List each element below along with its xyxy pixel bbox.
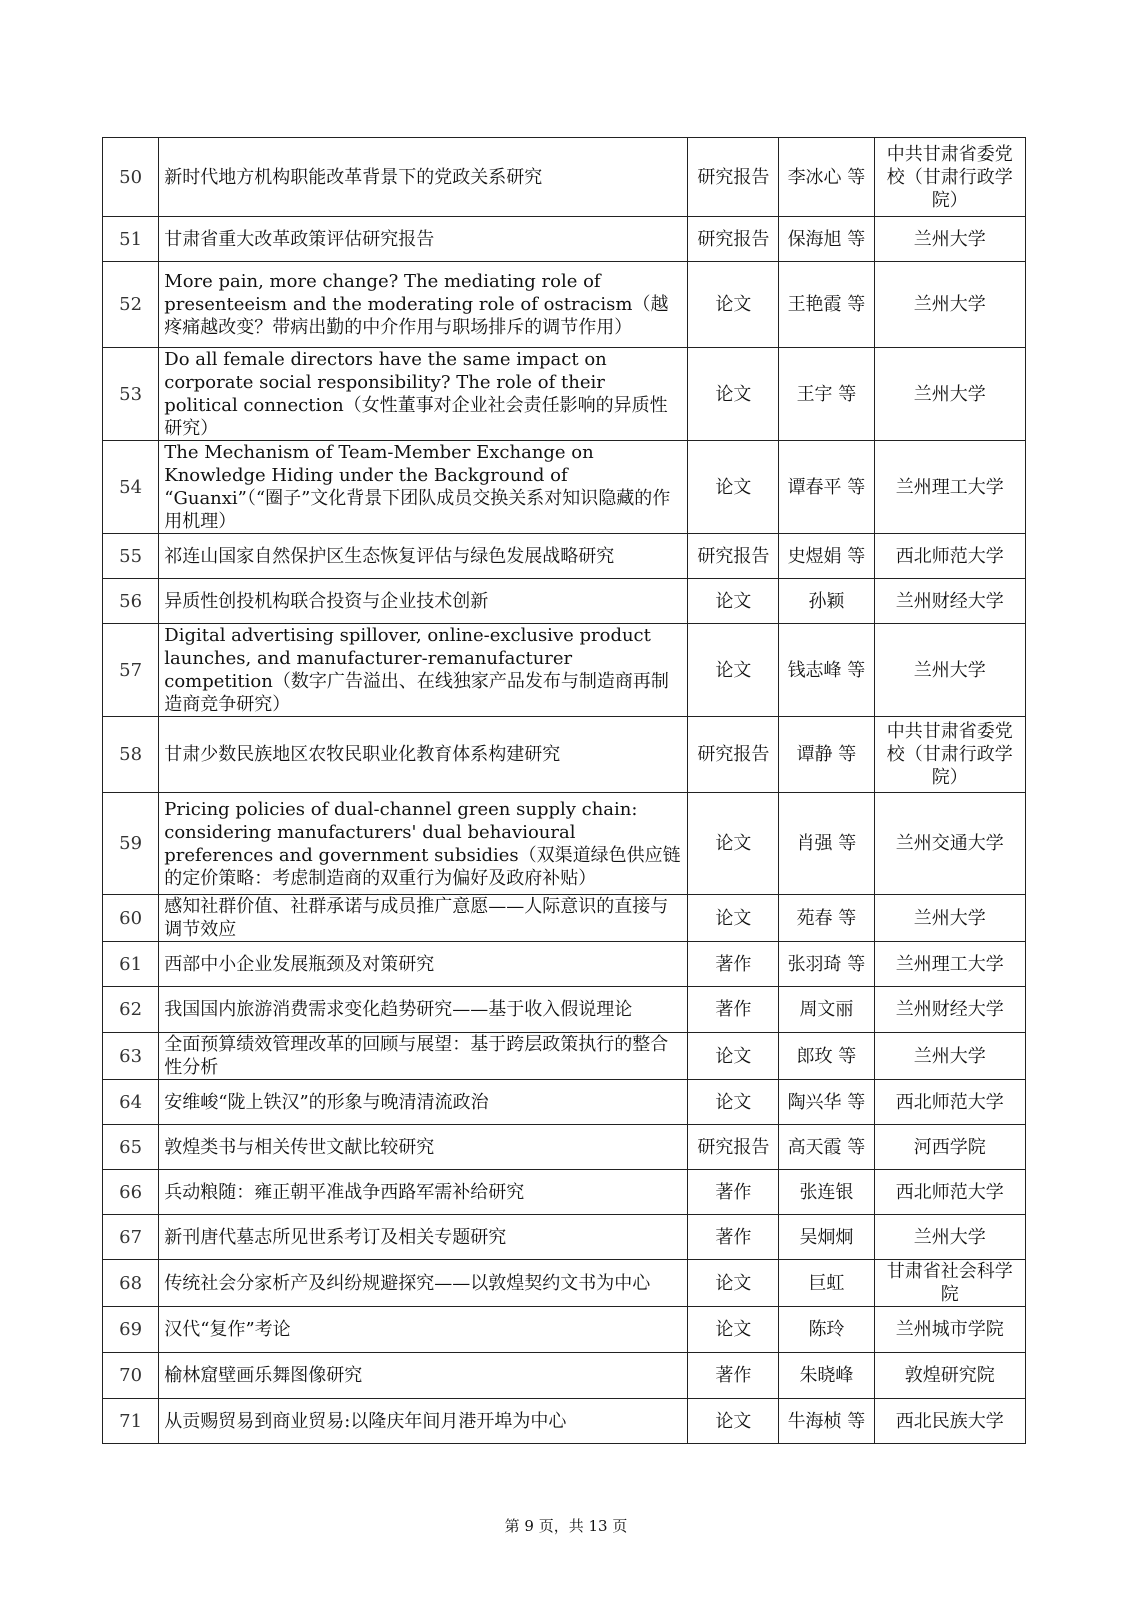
table-row bbox=[103, 1033, 1026, 1080]
work-author: 周文丽 bbox=[779, 987, 874, 1033]
row-number: 64 bbox=[103, 1080, 159, 1125]
table-row bbox=[103, 942, 1026, 987]
table-row bbox=[103, 1260, 1026, 1307]
work-title: Do all female directors have the same impact on corporate social responsibility? The role of their political connection（女性董事对企业社会责任影响的异质性研究） bbox=[159, 348, 688, 441]
work-author: 孙颖 bbox=[779, 579, 874, 624]
row-number: 51 bbox=[103, 217, 159, 262]
work-type: 论文 bbox=[688, 1307, 779, 1353]
work-title: The Mechanism of Team-Member Exchange on Knowledge Hiding under the Background of “Guanxi”（“圈子”文化背景下团队成员交换关系对知识隐藏的作用机理） bbox=[159, 441, 688, 534]
work-author: 牛海桢 等 bbox=[779, 1399, 874, 1444]
work-unit: 西北师范大学 bbox=[874, 1080, 1025, 1125]
work-author: 谭静 等 bbox=[779, 717, 874, 793]
work-title: Digital advertising spillover, online-exclusive product launches, and manufacturer-remanufacturer competition（数字广告溢出、在线独家产品发布与制造商再制造商竞争研究） bbox=[159, 624, 688, 717]
work-unit: 兰州大学 bbox=[874, 217, 1025, 262]
table-row bbox=[103, 1080, 1026, 1125]
work-type: 论文 bbox=[688, 1260, 779, 1307]
row-number: 58 bbox=[103, 717, 159, 793]
work-unit: 兰州大学 bbox=[874, 1215, 1025, 1260]
work-author: 张连银 bbox=[779, 1170, 874, 1215]
work-title: 西部中小企业发展瓶颈及对策研究 bbox=[159, 942, 688, 987]
work-author: 朱晓峰 bbox=[779, 1353, 874, 1399]
table-row bbox=[103, 1125, 1026, 1170]
work-type: 研究报告 bbox=[688, 717, 779, 793]
work-type: 论文 bbox=[688, 793, 779, 895]
page-footer: 第 9 页，共 13 页 bbox=[504, 1517, 628, 1535]
table-row bbox=[103, 717, 1026, 793]
work-type: 研究报告 bbox=[688, 217, 779, 262]
work-title: 安维峻“陇上铁汉”的形象与晚清清流政治 bbox=[159, 1080, 688, 1125]
work-title: 我国国内旅游消费需求变化趋势研究——基于收入假说理论 bbox=[159, 987, 688, 1033]
row-number: 57 bbox=[103, 624, 159, 717]
work-author: 钱志峰 等 bbox=[779, 624, 874, 717]
work-unit: 中共甘肃省委党校（甘肃行政学院） bbox=[874, 138, 1025, 217]
table-row bbox=[103, 217, 1026, 262]
work-unit: 兰州大学 bbox=[874, 1033, 1025, 1080]
work-unit: 兰州城市学院 bbox=[874, 1307, 1025, 1353]
row-number: 71 bbox=[103, 1399, 159, 1444]
row-number: 53 bbox=[103, 348, 159, 441]
work-title: 敦煌类书与相关传世文献比较研究 bbox=[159, 1125, 688, 1170]
work-type: 论文 bbox=[688, 1399, 779, 1444]
table-row bbox=[103, 1307, 1026, 1353]
row-number: 55 bbox=[103, 534, 159, 579]
table-row bbox=[103, 534, 1026, 579]
work-author: 苑春 等 bbox=[779, 895, 874, 942]
row-number: 69 bbox=[103, 1307, 159, 1353]
work-type: 研究报告 bbox=[688, 534, 779, 579]
work-type: 著作 bbox=[688, 1353, 779, 1399]
work-title: 新时代地方机构职能改革背景下的党政关系研究 bbox=[159, 138, 688, 217]
row-number: 66 bbox=[103, 1170, 159, 1215]
table-row bbox=[103, 987, 1026, 1033]
work-type: 著作 bbox=[688, 942, 779, 987]
work-unit: 河西学院 bbox=[874, 1125, 1025, 1170]
work-title: 甘肃省重大改革政策评估研究报告 bbox=[159, 217, 688, 262]
work-unit: 兰州理工大学 bbox=[874, 942, 1025, 987]
table-row bbox=[103, 1170, 1026, 1215]
work-author: 谭春平 等 bbox=[779, 441, 874, 534]
work-type: 著作 bbox=[688, 1215, 779, 1260]
work-author: 史煜娟 等 bbox=[779, 534, 874, 579]
row-number: 54 bbox=[103, 441, 159, 534]
row-number: 65 bbox=[103, 1125, 159, 1170]
work-author: 王宇 等 bbox=[779, 348, 874, 441]
work-type: 论文 bbox=[688, 895, 779, 942]
table-row bbox=[103, 624, 1026, 717]
work-type: 论文 bbox=[688, 348, 779, 441]
work-type: 论文 bbox=[688, 441, 779, 534]
work-type: 研究报告 bbox=[688, 1125, 779, 1170]
row-number: 50 bbox=[103, 138, 159, 217]
work-title: 传统社会分家析产及纠纷规避探究——以敦煌契约文书为中心 bbox=[159, 1260, 688, 1307]
work-unit: 兰州大学 bbox=[874, 895, 1025, 942]
work-type: 论文 bbox=[688, 1080, 779, 1125]
awards-table bbox=[102, 137, 1026, 1444]
work-unit: 甘肃省社会科学院 bbox=[874, 1260, 1025, 1307]
table-row bbox=[103, 1215, 1026, 1260]
work-type: 论文 bbox=[688, 1033, 779, 1080]
work-title: Pricing policies of dual-channel green supply chain: considering manufacturers' dual behavioural preferences and government subsidies（双渠道绿色供应链的定价策略：考虑制造商的双重行为偏好及政府补贴） bbox=[159, 793, 688, 895]
table-row bbox=[103, 1399, 1026, 1444]
work-unit: 西北师范大学 bbox=[874, 1170, 1025, 1215]
work-unit: 兰州大学 bbox=[874, 262, 1025, 348]
work-author: 高天霞 等 bbox=[779, 1125, 874, 1170]
work-unit: 兰州大学 bbox=[874, 624, 1025, 717]
work-type: 论文 bbox=[688, 579, 779, 624]
table-row bbox=[103, 1353, 1026, 1399]
work-author: 保海旭 等 bbox=[779, 217, 874, 262]
work-title: 祁连山国家自然保护区生态恢复评估与绿色发展战略研究 bbox=[159, 534, 688, 579]
work-author: 吴炯炯 bbox=[779, 1215, 874, 1260]
row-number: 62 bbox=[103, 987, 159, 1033]
work-type: 研究报告 bbox=[688, 138, 779, 217]
table-body bbox=[103, 138, 1026, 1444]
work-author: 陶兴华 等 bbox=[779, 1080, 874, 1125]
work-author: 郎玫 等 bbox=[779, 1033, 874, 1080]
row-number: 61 bbox=[103, 942, 159, 987]
table-row bbox=[103, 793, 1026, 895]
work-unit: 兰州大学 bbox=[874, 348, 1025, 441]
work-unit: 兰州财经大学 bbox=[874, 987, 1025, 1033]
work-author: 王艳霞 等 bbox=[779, 262, 874, 348]
work-author: 巨虹 bbox=[779, 1260, 874, 1307]
work-title: 异质性创投机构联合投资与企业技术创新 bbox=[159, 579, 688, 624]
row-number: 63 bbox=[103, 1033, 159, 1080]
table-row bbox=[103, 348, 1026, 441]
work-unit: 兰州理工大学 bbox=[874, 441, 1025, 534]
work-title: 感知社群价值、社群承诺与成员推广意愿——人际意识的直接与调节效应 bbox=[159, 895, 688, 942]
work-title: More pain, more change? The mediating role of presenteeism and the moderating role of ostracism（越疼痛越改变？带病出勤的中介作用与职场排斥的调节作用） bbox=[159, 262, 688, 348]
row-number: 60 bbox=[103, 895, 159, 942]
work-author: 肖强 等 bbox=[779, 793, 874, 895]
table-row bbox=[103, 262, 1026, 348]
row-number: 59 bbox=[103, 793, 159, 895]
work-author: 张羽琦 等 bbox=[779, 942, 874, 987]
work-title: 榆林窟壁画乐舞图像研究 bbox=[159, 1353, 688, 1399]
work-unit: 敦煌研究院 bbox=[874, 1353, 1025, 1399]
row-number: 52 bbox=[103, 262, 159, 348]
work-title: 汉代“复作”考论 bbox=[159, 1307, 688, 1353]
work-unit: 中共甘肃省委党校（甘肃行政学院） bbox=[874, 717, 1025, 793]
work-unit: 兰州交通大学 bbox=[874, 793, 1025, 895]
work-unit: 西北民族大学 bbox=[874, 1399, 1025, 1444]
work-type: 著作 bbox=[688, 987, 779, 1033]
work-author: 陈玲 bbox=[779, 1307, 874, 1353]
row-number: 67 bbox=[103, 1215, 159, 1260]
row-number: 56 bbox=[103, 579, 159, 624]
work-author: 李冰心 等 bbox=[779, 138, 874, 217]
row-number: 68 bbox=[103, 1260, 159, 1307]
work-title: 兵动粮随：雍正朝平准战争西路军需补给研究 bbox=[159, 1170, 688, 1215]
work-type: 论文 bbox=[688, 262, 779, 348]
work-type: 论文 bbox=[688, 624, 779, 717]
work-unit: 兰州财经大学 bbox=[874, 579, 1025, 624]
work-type: 著作 bbox=[688, 1170, 779, 1215]
work-title: 从贡赐贸易到商业贸易:以隆庆年间月港开埠为中心 bbox=[159, 1399, 688, 1444]
work-title: 甘肃少数民族地区农牧民职业化教育体系构建研究 bbox=[159, 717, 688, 793]
table-row bbox=[103, 441, 1026, 534]
work-title: 全面预算绩效管理改革的回顾与展望：基于跨层政策执行的整合性分析 bbox=[159, 1033, 688, 1080]
work-title: 新刊唐代墓志所见世系考订及相关专题研究 bbox=[159, 1215, 688, 1260]
work-unit: 西北师范大学 bbox=[874, 534, 1025, 579]
table-row bbox=[103, 138, 1026, 217]
table-row bbox=[103, 895, 1026, 942]
row-number: 70 bbox=[103, 1353, 159, 1399]
table-row bbox=[103, 579, 1026, 624]
